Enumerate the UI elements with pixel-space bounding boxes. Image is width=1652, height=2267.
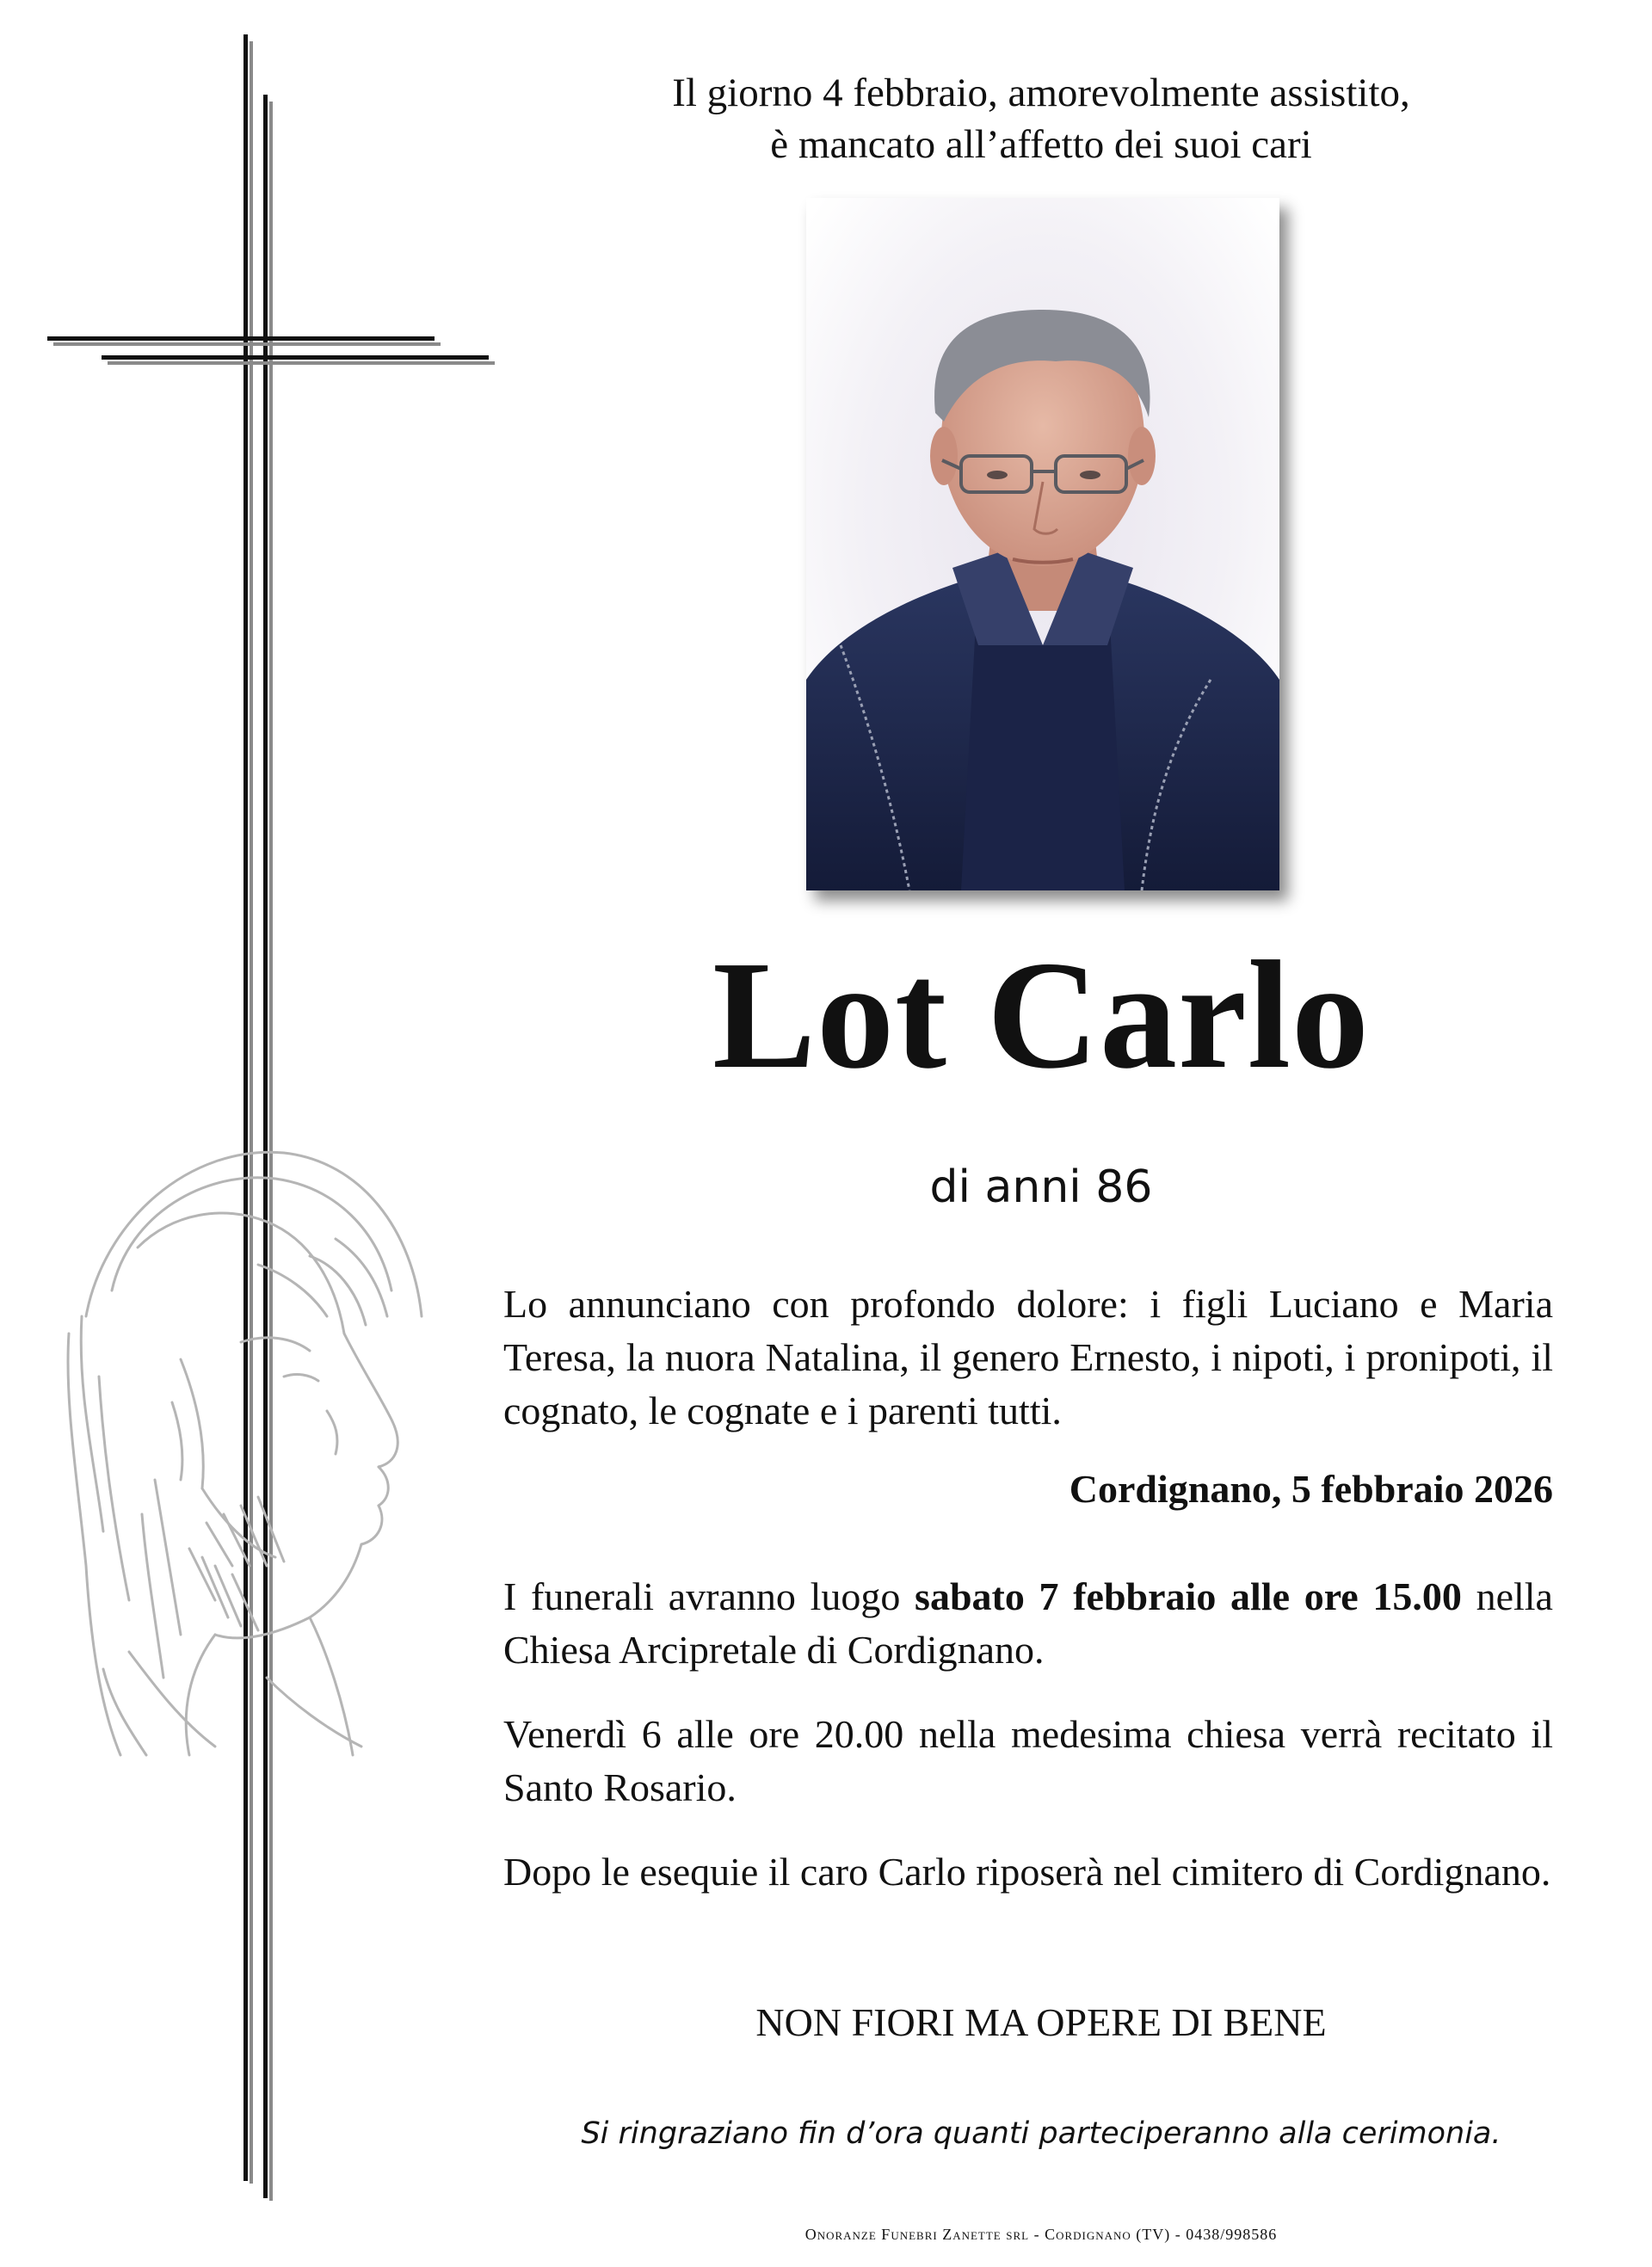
funeral-text: I funerali avranno luogo [503, 1574, 915, 1618]
thanks-note: Si ringraziano fin d’ora quanti parteciperanno alla cerimonia. [581, 2116, 1501, 2151]
deceased-name: Lot Carlo [712, 929, 1370, 1100]
announcement-paragraph: Lo annunciano con profondo dolore: i figli Luciano e Maria Teresa, la nuora Natalina, il genero Ernesto, i nipoti, i pronipoti, il cognato, le cognate e i parenti tutti. [503, 1282, 1553, 1432]
christ-sketch-illustration [52, 1118, 447, 1772]
cross-horizontal-bar [47, 336, 435, 341]
rosary-paragraph: Venerdì 6 alle ore 20.00 nella medesima chiesa verrà recitato il Santo Rosario. [503, 1712, 1553, 1809]
intro-line: Il giorno 4 febbraio, amorevolmente assistito, [672, 71, 1410, 115]
place-date: Cordignano, 5 febbraio 2026 [1069, 1467, 1553, 1511]
portrait-photo [806, 198, 1279, 890]
cross-horizontal-shadow [53, 342, 441, 346]
cross-horizontal-bar [102, 355, 489, 360]
funeral-paragraph [503, 1570, 1553, 1677]
funeral-datetime: sabato 7 febbraio alle ore 15.00 [915, 1574, 1462, 1618]
intro-text [551, 67, 1532, 170]
cross-horizontal-shadow [108, 361, 495, 365]
deceased-age: di anni 86 [929, 1161, 1153, 1213]
burial-paragraph: Dopo le esequie il caro Carlo riposerà nel cimitero di Cordignano. [503, 1850, 1551, 1894]
no-flowers-note: NON FIORI MA OPERE DI BENE [755, 2000, 1327, 2044]
intro-line: è mancato all’affetto dei suoi cari [770, 122, 1312, 167]
funeral-location: nella Chiesa Arcipretale di Cordignano. [503, 1574, 1553, 1672]
funeral-home-footer: Onoranze Funebri Zanette srl - Cordignano (TV) - 0438/998586 [804, 2226, 1278, 2243]
